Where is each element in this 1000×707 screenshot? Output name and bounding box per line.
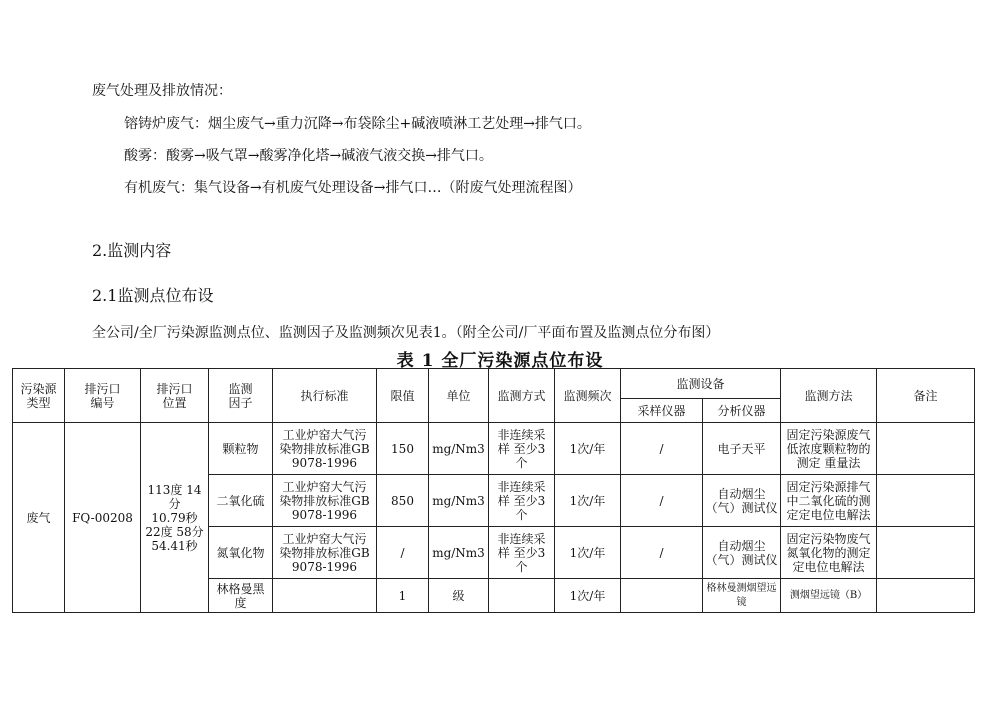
cell-limit: /: [377, 527, 429, 579]
cell-sampling: /: [621, 527, 703, 579]
cell-frequency: 1次/年: [555, 579, 621, 613]
cell-method-type: 非连续采 样 至少3 个: [489, 423, 555, 475]
cell-monitor-method: 固定污染源废气 低浓度颗粒物的 测定 重量法: [781, 423, 877, 475]
header-type: 污染源 类型: [13, 369, 65, 423]
cell-outlet-pos: 113度 14分 10.79秒 22度 58分 54.41秒: [141, 423, 209, 613]
intro-line-organic: 有机废气：集气设备→有机废气处理设备→排气口…（附废气处理流程图）: [124, 180, 582, 196]
cell-unit: mg/Nm3: [429, 527, 489, 579]
intro-line-furnace: 镕铸炉废气：烟尘废气→重力沉降→布袋除尘+碱液喷淋工艺处理→排气口。: [124, 116, 591, 132]
header-sampling: 采样仪器: [621, 399, 703, 423]
intro-line-acid: 酸雾：酸雾→吸气罩→酸雾净化塔→碱液气液交换→排气口。: [124, 148, 493, 164]
header-limit: 限值: [377, 369, 429, 423]
cell-method-type: [489, 579, 555, 613]
cell-factor: 二氧化硫: [209, 475, 273, 527]
cell-limit: 850: [377, 475, 429, 527]
cell-sampling: [621, 579, 703, 613]
cell-monitor-method: 测烟望远镜（B）: [781, 579, 877, 613]
cell-limit: 1: [377, 579, 429, 613]
header-frequency: 监测频次: [555, 369, 621, 423]
cell-frequency: 1次/年: [555, 423, 621, 475]
section-paragraph: 全公司/全厂污染源监测点位、监测因子及监测频次见表1。（附全公司/厂平面布置及监测点位分布图）: [92, 325, 720, 341]
monitoring-table: [12, 368, 975, 613]
cell-factor: 氮氧化物: [209, 527, 273, 579]
cell-standard: 工业炉窑大气污 染物排放标准GB 9078-1996: [273, 475, 377, 527]
cell-frequency: 1次/年: [555, 527, 621, 579]
header-method-type: 监测方式: [489, 369, 555, 423]
cell-factor: 林格曼黑 度: [209, 579, 273, 613]
cell-outlet-no: FQ-00208: [65, 423, 141, 613]
header-factor: 监测 因子: [209, 369, 273, 423]
section-title: 2.监测内容: [92, 241, 172, 260]
cell-limit: 150: [377, 423, 429, 475]
header-remark: 备注: [877, 369, 975, 423]
cell-frequency: 1次/年: [555, 475, 621, 527]
table-caption: 表 1 全厂污染源点位布设: [396, 351, 604, 371]
cell-standard: [273, 579, 377, 613]
cell-unit: mg/Nm3: [429, 475, 489, 527]
cell-remark: [877, 423, 975, 475]
cell-unit: mg/Nm3: [429, 423, 489, 475]
cell-analysis: 自动烟尘 （气）测试仪: [703, 475, 781, 527]
cell-monitor-method: 固定污染源排气 中二氧化硫的测 定定电位电解法: [781, 475, 877, 527]
table-header-row: [13, 369, 975, 399]
cell-standard: 工业炉窑大气污 染物排放标准GB 9078-1996: [273, 423, 377, 475]
cell-analysis: 自动烟尘 （气）测试仪: [703, 527, 781, 579]
section-subtitle: 2.1监测点位布设: [92, 286, 214, 305]
cell-standard: 工业炉窑大气污 染物排放标准GB 9078-1996: [273, 527, 377, 579]
header-outlet-no: 排污口 编号: [65, 369, 141, 423]
intro-heading: 废气处理及排放情况：: [92, 83, 232, 99]
cell-sampling: /: [621, 475, 703, 527]
cell-monitor-method: 固定污染物废气 氮氧化物的测定 定电位电解法: [781, 527, 877, 579]
cell-method-type: 非连续采 样 至少3 个: [489, 527, 555, 579]
header-equipment: 监测设备: [621, 369, 781, 399]
cell-analysis: 格林曼测烟望远 镜: [703, 579, 781, 613]
header-outlet-pos: 排污口 位置: [141, 369, 209, 423]
cell-type: 废气: [13, 423, 65, 613]
cell-analysis: 电子天平: [703, 423, 781, 475]
header-unit: 单位: [429, 369, 489, 423]
header-standard: 执行标准: [273, 369, 377, 423]
cell-sampling: /: [621, 423, 703, 475]
table-row: [13, 423, 975, 475]
cell-factor: 颗粒物: [209, 423, 273, 475]
cell-remark: [877, 475, 975, 527]
cell-method-type: 非连续采 样 至少3 个: [489, 475, 555, 527]
header-monitor-method: 监测方法: [781, 369, 877, 423]
cell-remark: [877, 579, 975, 613]
cell-remark: [877, 527, 975, 579]
header-analysis: 分析仪器: [703, 399, 781, 423]
cell-unit: 级: [429, 579, 489, 613]
